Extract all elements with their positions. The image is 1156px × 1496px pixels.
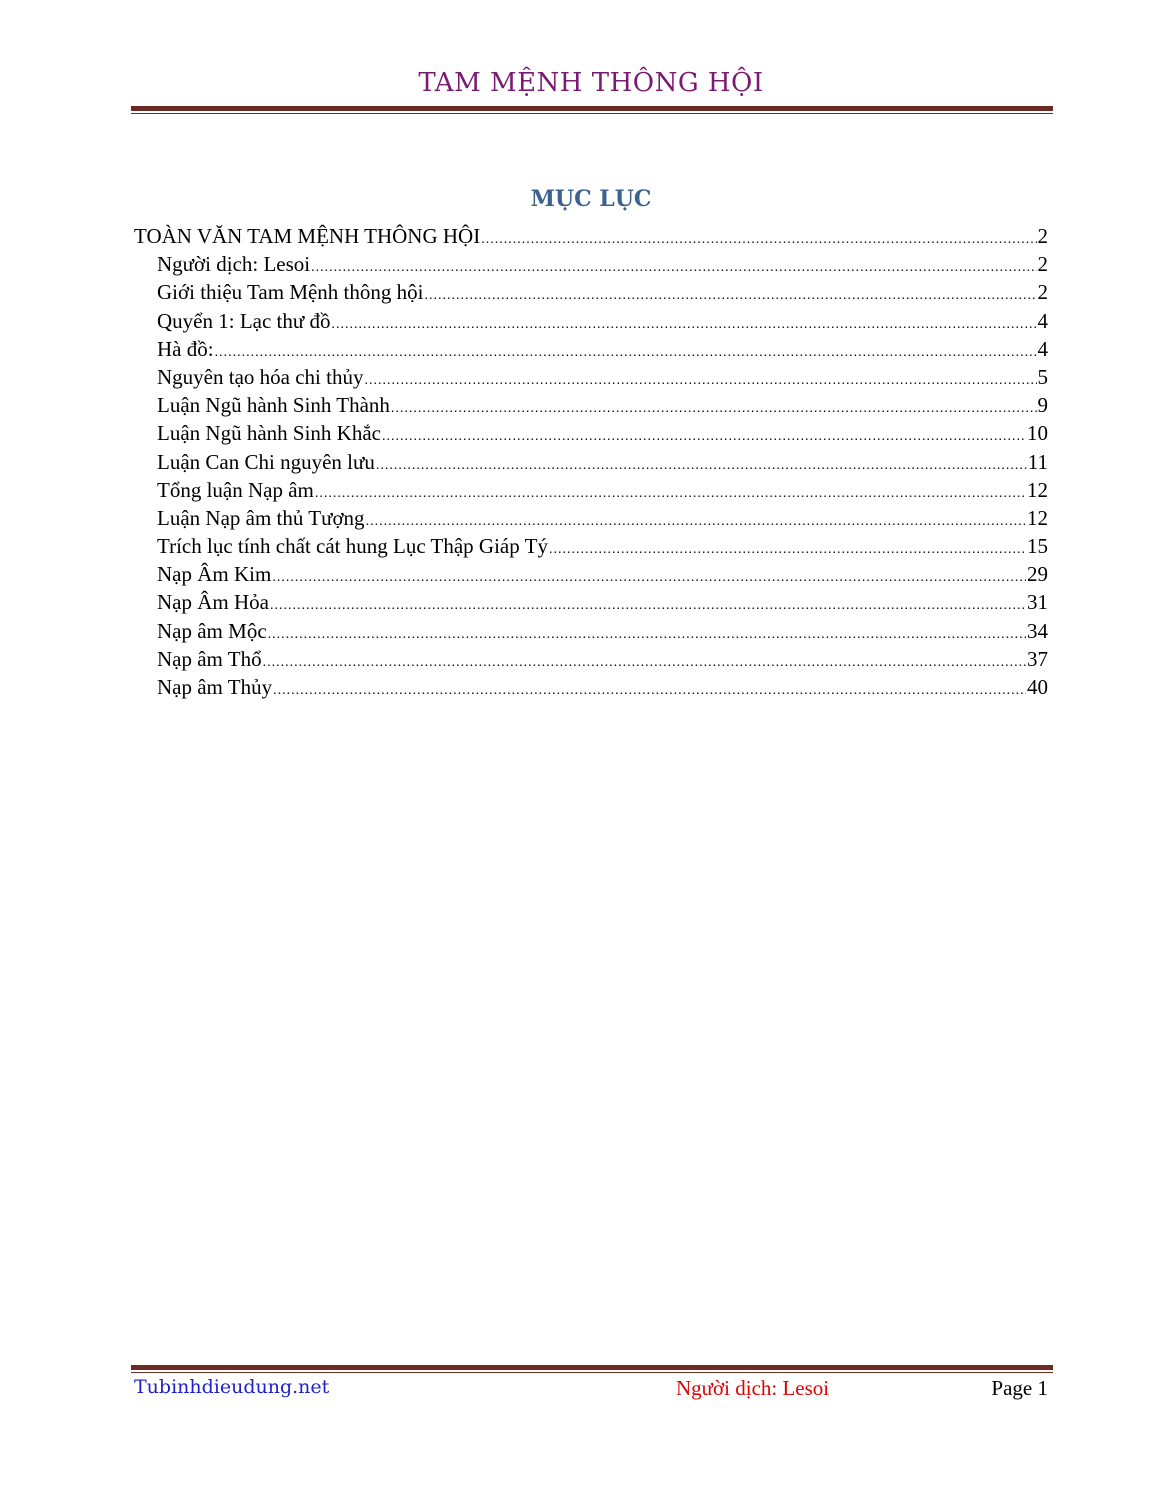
toc-entry-page[interactable]: 2: [1037, 224, 1048, 248]
toc-entry-page[interactable]: 34: [1027, 618, 1048, 643]
toc-entry-page[interactable]: 9: [1037, 393, 1048, 418]
toc-dot-leader: [549, 536, 1026, 560]
toc-dot-leader: [382, 423, 1026, 447]
toc-entry[interactable]: [134, 532, 1048, 560]
toc-entry-title[interactable]: Nạp Âm Hỏa: [157, 590, 269, 615]
toc-dot-leader: [268, 621, 1026, 645]
toc-entry-title[interactable]: Luận Ngũ hành Sinh Thành: [157, 393, 390, 418]
toc-entry[interactable]: [134, 278, 1048, 306]
toc-dot-leader: [311, 254, 1036, 278]
toc-heading: MỤC LỤC: [530, 186, 652, 212]
toc-dot-leader: [391, 395, 1037, 419]
toc-dot-leader: [315, 480, 1026, 504]
toc-entry-title[interactable]: Trích lục tính chất cát hung Lục Thập Giáp Tý: [157, 534, 548, 559]
toc-entry[interactable]: [134, 617, 1048, 645]
toc-entry[interactable]: [134, 504, 1048, 532]
toc-entry-title[interactable]: Quyển 1: Lạc thư đồ: [157, 308, 331, 333]
header-rule-thin: [131, 113, 1053, 114]
toc-entry-page[interactable]: 31: [1027, 590, 1048, 615]
toc-dot-leader: [424, 282, 1036, 306]
toc-entry[interactable]: [134, 363, 1048, 391]
toc-entry-page[interactable]: 12: [1027, 477, 1048, 502]
toc-dot-leader: [364, 367, 1036, 391]
toc-dot-leader: [263, 649, 1026, 673]
toc-entry-page[interactable]: 2: [1037, 252, 1048, 277]
document-title: TAM MỆNH THÔNG HỘI: [418, 68, 764, 98]
footer-rule-thick: [131, 1365, 1053, 1370]
toc-entry[interactable]: [134, 588, 1048, 616]
footer-site-link[interactable]: Tubinhdieudung.net: [134, 1376, 330, 1398]
toc-entry-title[interactable]: Luận Nạp âm thủ Tượng: [157, 505, 365, 530]
toc-entry-page[interactable]: 10: [1027, 421, 1048, 446]
footer-rule-thin: [131, 1372, 1053, 1373]
toc-dot-leader: [376, 452, 1027, 476]
toc-entry-title[interactable]: Nạp Âm Kim: [157, 562, 272, 587]
toc-entry-page[interactable]: 15: [1027, 534, 1048, 559]
toc-entry[interactable]: [134, 560, 1048, 588]
toc-entry-page[interactable]: 12: [1027, 505, 1048, 530]
toc-entry-title[interactable]: Hà đồ:: [157, 336, 214, 361]
toc-entry-page[interactable]: 4: [1037, 336, 1048, 361]
header-rule-thick: [131, 106, 1053, 111]
footer-translator: Người dịch: Lesoi: [676, 1376, 830, 1400]
toc-entry-title[interactable]: Luận Can Chi nguyên lưu: [157, 449, 375, 474]
toc-entry-title[interactable]: Nguyên tạo hóa chi thủy: [157, 364, 364, 389]
toc-dot-leader: [481, 226, 1036, 250]
toc-entry[interactable]: [134, 419, 1048, 447]
toc-dot-leader: [272, 564, 1026, 588]
toc-entry-page[interactable]: 5: [1037, 364, 1048, 389]
toc-entry-title[interactable]: Tổng luận Nạp âm: [157, 477, 314, 502]
toc-dot-leader: [366, 508, 1026, 532]
toc-entry[interactable]: [134, 335, 1048, 363]
toc-dot-leader: [332, 311, 1037, 335]
toc-entry-page[interactable]: 37: [1027, 646, 1048, 671]
toc-entry-title[interactable]: Người dịch: Lesoi: [157, 252, 311, 277]
toc-entry-page[interactable]: 11: [1027, 449, 1048, 474]
toc-entry[interactable]: [134, 476, 1048, 504]
toc-entry-title[interactable]: Nạp âm Thủy: [157, 675, 273, 699]
toc-entry-title[interactable]: TOÀN VĂN TAM MỆNH THÔNG HỘI: [134, 224, 481, 248]
toc-entry-page[interactable]: 40: [1027, 675, 1048, 699]
toc-entry-title[interactable]: Giới thiệu Tam Mệnh thông hội: [157, 280, 424, 305]
toc-dot-leader: [273, 677, 1026, 701]
table-of-contents: [134, 222, 1048, 701]
toc-entry-page[interactable]: 29: [1027, 562, 1048, 587]
toc-entry[interactable]: [134, 391, 1048, 419]
toc-entry-page[interactable]: 2: [1037, 280, 1048, 305]
toc-entry[interactable]: [134, 645, 1048, 673]
toc-entry[interactable]: [134, 222, 1048, 250]
toc-entry-title[interactable]: Nạp âm Thổ: [157, 646, 262, 671]
toc-entry-page[interactable]: 4: [1037, 308, 1048, 333]
toc-dot-leader: [215, 339, 1037, 363]
toc-entry-title[interactable]: Luận Ngũ hành Sinh Khắc: [157, 421, 381, 446]
toc-entry[interactable]: [134, 448, 1048, 476]
toc-dot-leader: [270, 592, 1026, 616]
toc-entry-title[interactable]: Nạp âm Mộc: [157, 618, 267, 643]
footer-page-number: Page 1: [991, 1376, 1048, 1400]
toc-entry[interactable]: [134, 673, 1048, 701]
toc-entry[interactable]: [134, 250, 1048, 278]
toc-entry[interactable]: [134, 307, 1048, 335]
